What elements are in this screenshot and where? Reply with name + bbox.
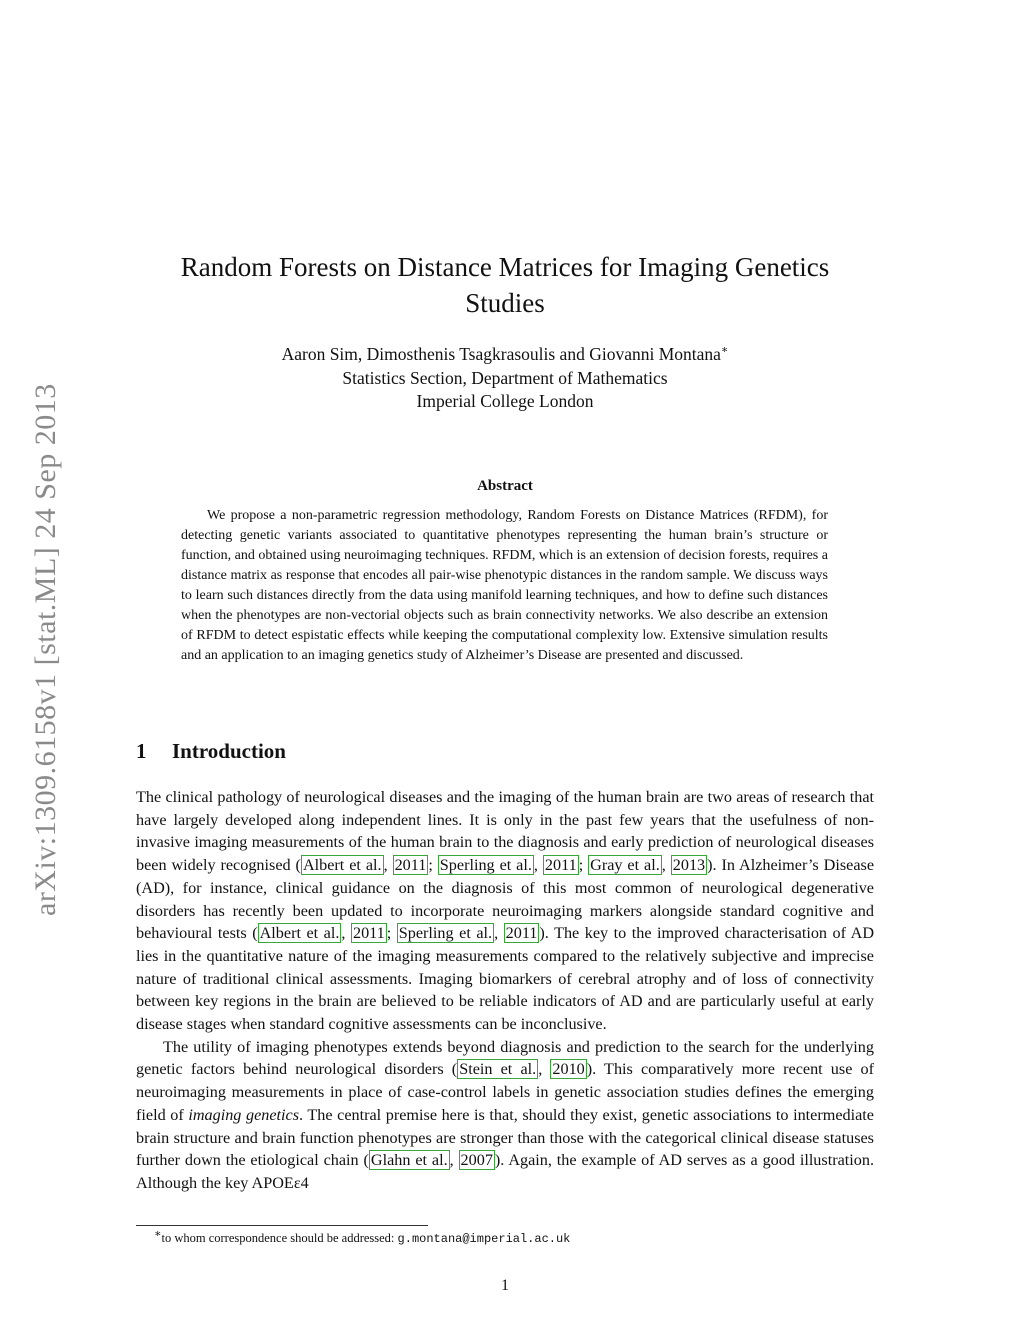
citation-year-link[interactable]: 2011 <box>544 856 577 875</box>
citation-year-link[interactable]: 2011 <box>505 924 538 943</box>
abstract-text: We propose a non-parametric regression methodology, Random Forests on Distance Matrices (RFDM), for detecting genetic variants associated to quantitative phenotypes representing the human brain’s structure or function, and obtained using neuroimaging techniques. RFDM, which is an extension of decision forests, requires a distance matrix as response that encodes all pair-wise phenotypic distances in the random sample. We discuss ways to learn such distances directly from the data using manifold learning techniques, and how to define such distances when the phenotypes are non-vectorial objects such as brain connectivity networks. We also describe an extension of RFDM to detect espistatic effects while keeping the computational complexity low. Extensive simulation results and an application to an imaging genetics study of Alzheimer’s Disease are presented and discussed. <box>181 508 828 663</box>
text-run: ). The key to the improved characterisation of AD lies in the quantitative nature of the imaging measurements compared to the relatively subjective and imprecise nature of traditional clinical assessments. Imaging biomarkers of cerebral atrophy and of loss of connectivity between key regions in the brain are believed to be reliable indicators of AD and are particularly useful at early disease stages when standard cognitive assessments can be inconclusive. <box>136 924 875 1034</box>
paragraph: The clinical pathology of neurological diseases and the imaging of the human brain are two areas of research that have largely developed along independent lines. It is only in the past few years that the usefulness of non-invasive imaging measurements of the human brain to the diagnosis and early prediction of neurological diseases been widely recognised ( Albert et al. , 2011 ; Sperling et al. , 2011 ; Gray et al. , 2013 ). In Alzheimer’s Disease (AD), for instance, clinical guidance on the diagnosis of this most common of neurological degenerative disorders has recently been updated to incorporate neuroimaging markers alongside standard cognitive and behavioural tests ( Albert et al. , 2011 ; Sperling et al. , 2011 ). The key to the improved characterisation of AD lies in the quantitative nature of the imaging measurements compared to the relatively subjective and imprecise nature of traditional clinical assessments. Imaging biomarkers of cerebral atrophy and of loss of connectivity between key regions in the brain are believed to be reliable indicators of AD and are particularly useful at early disease stages when standard cognitive assessments can be inconclusive. <box>136 788 875 1034</box>
text-run: . The central premise here is that, should they exist, genetic associations to intermediate brain structure and brain function phenotypes are stronger than those with the categorical clinical disease statuses further down the etiological chain ( <box>136 1105 874 1170</box>
affiliation-institution: Imperial College London <box>416 391 594 411</box>
affiliation-department: Statistics Section, Department of Mathematics <box>342 367 668 388</box>
author-block <box>190 343 820 414</box>
emphasis-term: imaging genetics <box>188 1105 300 1124</box>
author-names <box>190 343 820 367</box>
text-run: ). This comparatively more recent use of neuroimaging measurements in place of case-control labels in genetic association studies defines the emerging field of <box>136 1060 875 1124</box>
arxiv-stamp: arXiv:1309.6158v1 [stat.ML] 24 Sep 2013 <box>29 383 62 917</box>
citation-link[interactable]: Sperling et al. <box>439 856 532 875</box>
body-text <box>136 786 874 1195</box>
text-run: The utility of imaging phenotypes extends beyond diagnosis and prediction to the search for the underlying genetic factors behind neurological disorders ( <box>136 1037 874 1079</box>
footnote-email[interactable]: g.montana@imperial.ac.uk <box>397 1232 571 1246</box>
text-run: ). Again, the example of AD serves as a good illustration. Although the key APOEε4 <box>136 1151 875 1192</box>
citation-link[interactable]: Stein et al. <box>459 1060 537 1079</box>
section-title: Introduction <box>172 739 286 763</box>
paper-title: Random Forests on Distance Matrices for Imaging Genetics Studies <box>180 252 830 318</box>
citation-link[interactable]: Sperling et al. <box>398 924 493 943</box>
citation-link[interactable]: Albert et al. <box>259 924 340 943</box>
section-number: 1 <box>136 739 147 763</box>
footnote-rule <box>136 1225 428 1226</box>
citation-link[interactable]: Glahn et al. <box>370 1151 448 1170</box>
corresponding-mark: ∗ <box>720 344 729 357</box>
citation-year-link[interactable]: 2007 <box>460 1151 493 1170</box>
citation-year-link[interactable]: 2011 <box>352 924 385 943</box>
section-heading <box>136 739 286 764</box>
citation-year-link[interactable]: 2013 <box>672 856 706 875</box>
abstract-heading: Abstract <box>477 478 533 494</box>
citation-link[interactable]: Albert et al. <box>302 856 382 875</box>
page-number: 1 <box>501 1277 509 1294</box>
citation-year-link[interactable]: 2011 <box>394 856 427 875</box>
author-list: Aaron Sim, Dimosthenis Tsagkrasoulis and Giovanni Montana <box>281 344 721 364</box>
footnote-mark: ∗ <box>154 1227 162 1240</box>
text-run: ). In Alzheimer’s Disease (AD), for instance, clinical guidance on the diagnosis of this most common of neurological degenerative disorders has recently been updated to incorporate neuroimaging markers alongside standard cognitive and behavioural tests ( <box>136 856 875 943</box>
text-run: The clinical pathology of neurological diseases and the imaging of the human brain are two areas of research that have largely developed along independent lines. It is only in the past few years that the usefulness of non-invasive imaging measurements of the human brain to the diagnosis and early prediction of neurological diseases been widely recognised ( <box>136 788 874 875</box>
footnote <box>154 1227 571 1246</box>
citation-year-link[interactable]: 2010 <box>552 1060 585 1079</box>
paragraph: The utility of imaging phenotypes extends beyond diagnosis and prediction to the search for the underlying genetic factors behind neurological disorders ( Stein et al. , 2010 ). This comparatively more recent use of neuroimaging measurements in place of case-control labels in genetic association studies defines the emerging field of imaging genetics. The central premise here is that, should they exist, genetic associations to intermediate brain structure and brain function phenotypes are stronger than those with the categorical clinical disease statuses further down the etiological chain ( Glahn et al. , 2007 ). Again, the example of AD serves as a good illustration. Although the key APOEε4 <box>136 1037 875 1192</box>
footnote-text: to whom correspondence should be addressed: <box>161 1231 398 1245</box>
citation-link[interactable]: Gray et al. <box>590 856 660 875</box>
